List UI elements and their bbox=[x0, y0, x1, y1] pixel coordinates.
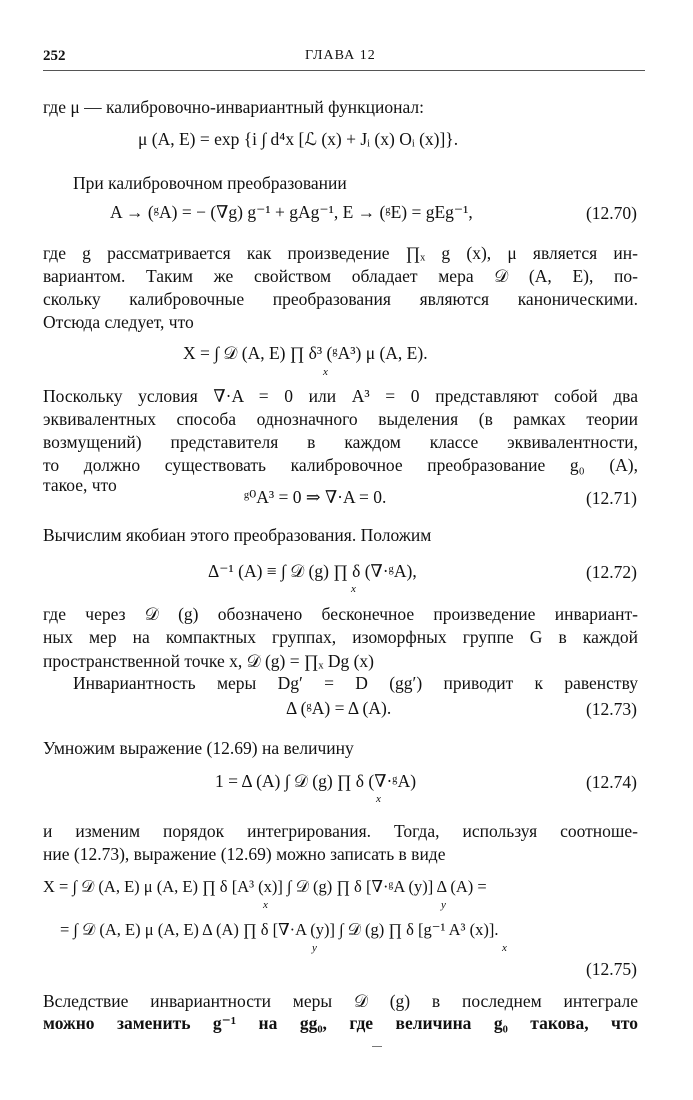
text-line: Отсюда следует, что bbox=[43, 312, 194, 332]
text-line: и изменим порядок интегрирования. Тогда, используя соотноше- bbox=[43, 821, 638, 841]
text-line: где μ — калибровочно-инвариантный функционал: bbox=[43, 97, 425, 117]
equation-number: (12.72) bbox=[585, 562, 637, 582]
equation-number: (12.71) bbox=[585, 488, 637, 508]
text-line: такое, что bbox=[43, 475, 117, 495]
equation-number: (12.75) bbox=[585, 959, 637, 979]
product-subscript: x bbox=[502, 942, 507, 954]
text-line: где через 𝒟 (g) обозначено бесконечное произведение инвариант- bbox=[43, 604, 638, 624]
product-subscript: y bbox=[441, 899, 446, 911]
text-line: Инвариантность меры Dg′ = D (gg′) приводит к равенству bbox=[73, 673, 638, 693]
text-line: можно заменить g⁻¹ на gg₀, где величина g₀ такова, что bbox=[43, 1013, 638, 1033]
product-subscript: y bbox=[312, 942, 317, 954]
text-line: Вычислим якобиан этого преобразования. Положим bbox=[43, 525, 432, 545]
equation-number: (12.70) bbox=[585, 203, 637, 223]
text-line: пространственной точке x, 𝒟 (g) = ∏ₓ Dg (x) bbox=[43, 651, 374, 671]
text-line: Поскольку условия ∇·A = 0 или A³ = 0 представляют собой два bbox=[43, 386, 638, 406]
equation-one: 1 = Δ (A) ∫ 𝒟 (g) ∏ δ (∇·ᵍA) bbox=[215, 771, 417, 791]
text-line: то должно существовать калибровочное преобразование g₀ (A), bbox=[43, 455, 638, 475]
product-subscript: x bbox=[263, 899, 268, 911]
chapter-title: ГЛАВА 12 bbox=[305, 48, 376, 63]
footer-mark bbox=[372, 1046, 382, 1047]
text-line: Умножим выражение (12.69) на величину bbox=[43, 738, 354, 758]
product-subscript: x bbox=[376, 793, 381, 805]
equation-g0: ᵍ⁰A³ = 0 ⇒ ∇·A = 0. bbox=[244, 487, 387, 507]
text-line: Вследствие инвариантности меры 𝒟 (g) в последнем интеграле bbox=[43, 991, 638, 1011]
equation-number: (12.74) bbox=[585, 772, 637, 792]
text-line: ных мер на компактных группах, изоморфных группе G в каждой bbox=[43, 627, 638, 647]
text-line: эквивалентных способа однозначного выделения (в рамках теории bbox=[43, 409, 638, 429]
text-line: При калибровочном преобразовании bbox=[73, 173, 347, 193]
product-subscript: x bbox=[323, 366, 328, 378]
equation-long-2: = ∫ 𝒟 (A, E) μ (A, E) Δ (A) ∏ δ [∇·A (y)] ∫ 𝒟 (g) ∏ δ [g⁻¹ A³ (x)]. bbox=[60, 920, 499, 939]
text-line: где g рассматривается как произведение ∏ₓ g (x), μ является ин- bbox=[43, 243, 638, 263]
header-rule bbox=[43, 70, 645, 71]
page-number: 252 bbox=[43, 48, 66, 64]
product-subscript: x bbox=[351, 583, 356, 595]
equation-number: (12.73) bbox=[585, 699, 637, 719]
equation-delta: Δ⁻¹ (A) ≡ ∫ 𝒟 (g) ∏ δ (∇·ᵍA), bbox=[208, 561, 417, 581]
equation-mu: μ (A, E) = exp {i ∫ d⁴x [ℒ (x) + Jᵢ (x) Oᵢ (x)]}. bbox=[138, 129, 459, 149]
text-line: ние (12.73), выражение (12.69) можно записать в виде bbox=[43, 844, 446, 864]
text-line: возмущений) представителя в каждом классе эквивалентности, bbox=[43, 432, 638, 452]
equation-inv: Δ (ᵍA) = Δ (A). bbox=[286, 698, 392, 718]
equation-gauge: A → (ᵍA) = − (∇g) g⁻¹ + gAg⁻¹, E → (ᵍE) = gEg⁻¹, bbox=[110, 202, 473, 222]
text-line: вариантом. Таким же свойством обладает мера 𝒟 (A, E), по- bbox=[43, 266, 638, 286]
equation-long-1: X = ∫ 𝒟 (A, E) μ (A, E) ∏ δ [A³ (x)] ∫ 𝒟 (g) ∏ δ [∇·ᵍA (y)] Δ (A) = bbox=[43, 877, 487, 896]
equation-X: X = ∫ 𝒟 (A, E) ∏ δ³ (ᵍA³) μ (A, E). bbox=[183, 343, 428, 363]
text-line: скольку калибровочные преобразования являются каноническими. bbox=[43, 289, 638, 309]
